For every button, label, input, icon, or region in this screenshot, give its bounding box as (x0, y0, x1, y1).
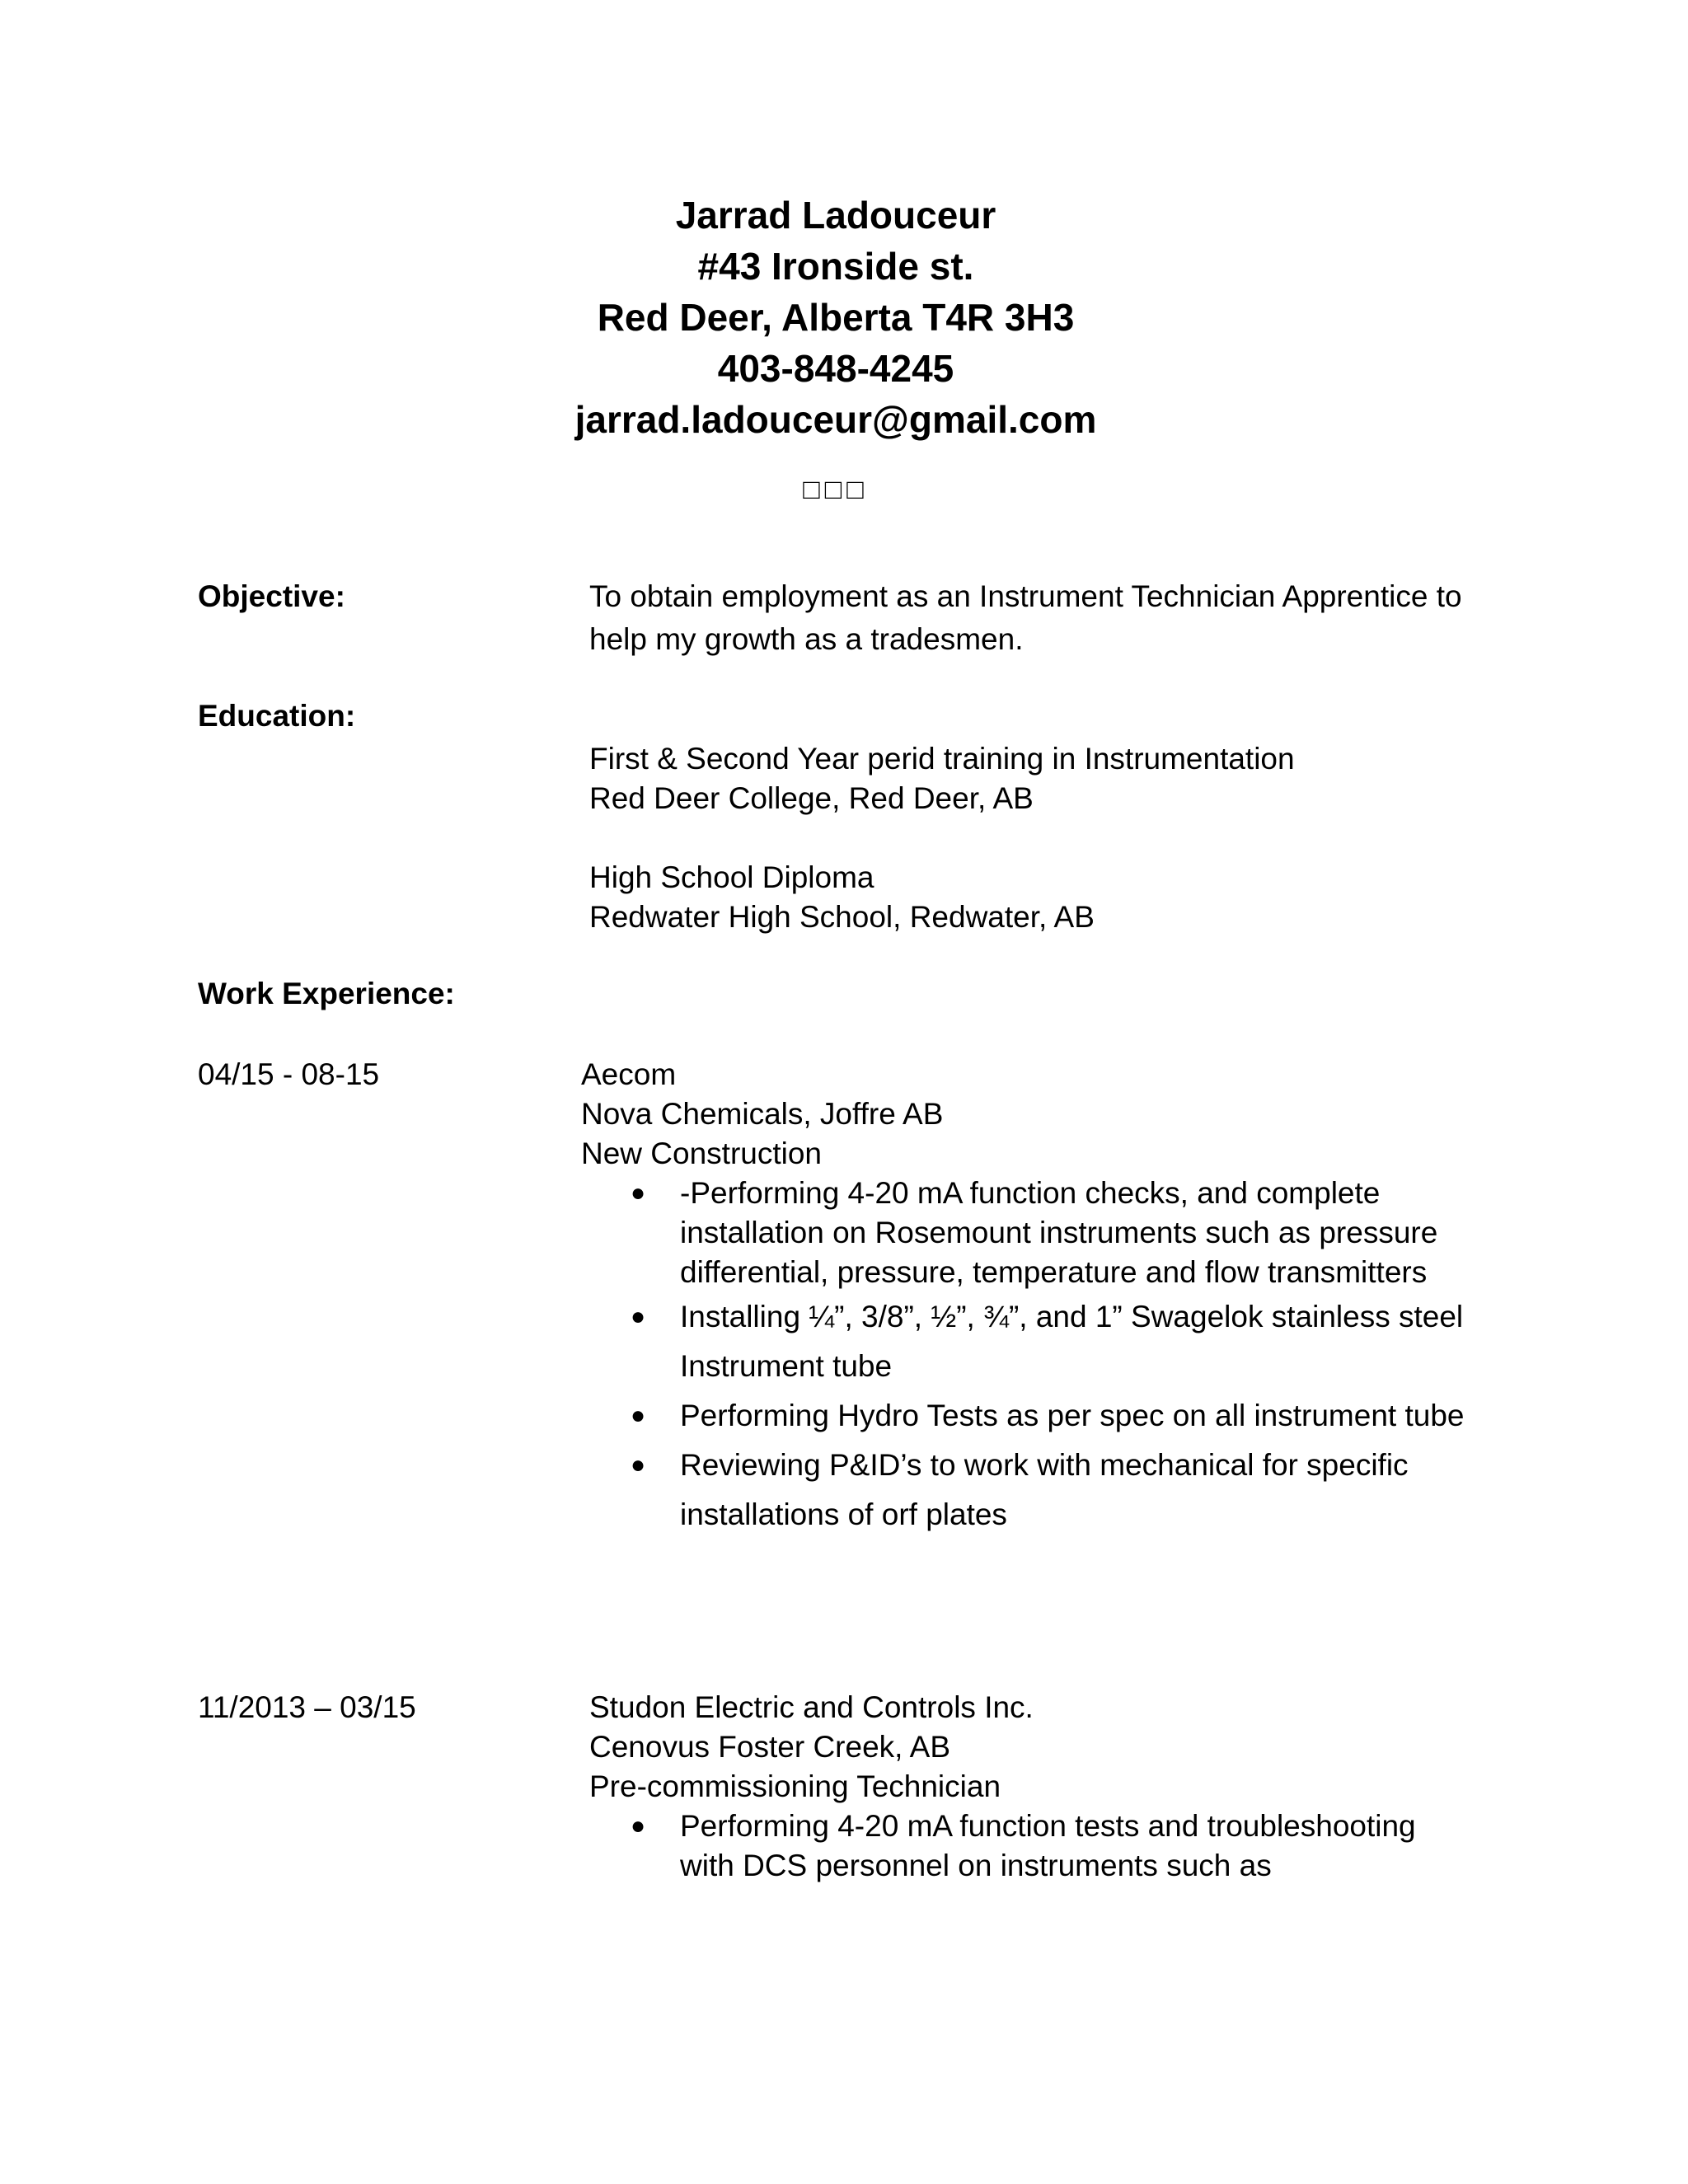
duty-line: installation on Rosemount instruments such as pressure (680, 1216, 1438, 1249)
list-item (581, 1391, 1465, 1441)
job-role: Pre-commissioning Technician (589, 1769, 1001, 1803)
duty-line: with DCS personnel on instruments such as (680, 1849, 1272, 1882)
job-duties-list (581, 1174, 1465, 1540)
applicant-name: Jarrad Ladouceur (675, 194, 996, 237)
job-duties-list (581, 1807, 1416, 1886)
education-school: Red Deer College, Red Deer, AB (589, 781, 1034, 815)
work-experience-label: Work Experience: (198, 977, 455, 1010)
phone-number: 403-848-4245 (717, 347, 954, 390)
job-entry (589, 1688, 1416, 1886)
duty-line: differential, pressure, temperature and flow transmitters (680, 1255, 1428, 1289)
education-program: First & Second Year perid training in Instrumentation (589, 742, 1295, 776)
city-address: Red Deer, Alberta T4R 3H3 (597, 296, 1075, 339)
list-item (581, 1174, 1465, 1292)
missing-glyph-placeholders: □□□ (803, 474, 869, 505)
job-dates: 04/15 - 08-15 (198, 1057, 380, 1091)
duty-line: installations of orf plates (680, 1497, 1007, 1531)
bullet-icon: ● (631, 1303, 646, 1330)
duty-line: -Performing 4-20 mA function checks, and complete (680, 1176, 1381, 1210)
duty-line: Installing ¼”, 3/8”, ½”, ¾”, and 1” Swagelok stainless steel (680, 1300, 1464, 1333)
job-site: Cenovus Foster Creek, AB (589, 1730, 951, 1764)
education-label: Education: (198, 699, 356, 733)
job-dates: 11/2013 – 03/15 (198, 1690, 416, 1724)
job-company: Studon Electric and Controls Inc. (589, 1690, 1034, 1724)
objective-line: help my growth as a tradesmen. (589, 622, 1024, 656)
education-entry (589, 858, 1095, 937)
duty-line: Performing Hydro Tests as per spec on all instrument tube (680, 1399, 1465, 1432)
job-role: New Construction (581, 1137, 823, 1170)
duty-line: Reviewing P&ID’s to work with mechanical for specific (680, 1448, 1409, 1482)
bullet-icon: ● (631, 1402, 646, 1429)
list-item (581, 1292, 1465, 1391)
education-entry (589, 739, 1295, 818)
duty-line: Performing 4-20 mA function tests and troubleshooting (680, 1809, 1416, 1843)
objective-text (589, 575, 1462, 661)
resume-header (0, 190, 1672, 445)
street-address: #43 Ironside st. (697, 245, 974, 288)
email-address: jarrad.ladouceur@gmail.com (574, 398, 1097, 441)
objective-line: To obtain employment as an Instrument Technician Apprentice to (589, 579, 1462, 613)
objective-label: Objective: (198, 579, 345, 613)
list-item (581, 1441, 1465, 1540)
bullet-icon: ● (631, 1812, 646, 1840)
job-entry (581, 1055, 1465, 1540)
duty-line: Instrument tube (680, 1349, 893, 1383)
bullet-icon: ● (631, 1451, 646, 1479)
job-site: Nova Chemicals, Joffre AB (581, 1097, 944, 1131)
list-item (581, 1807, 1416, 1886)
bullet-icon: ● (631, 1179, 646, 1207)
education-program: High School Diploma (589, 860, 874, 894)
education-school: Redwater High School, Redwater, AB (589, 900, 1095, 934)
job-company: Aecom (581, 1057, 677, 1091)
